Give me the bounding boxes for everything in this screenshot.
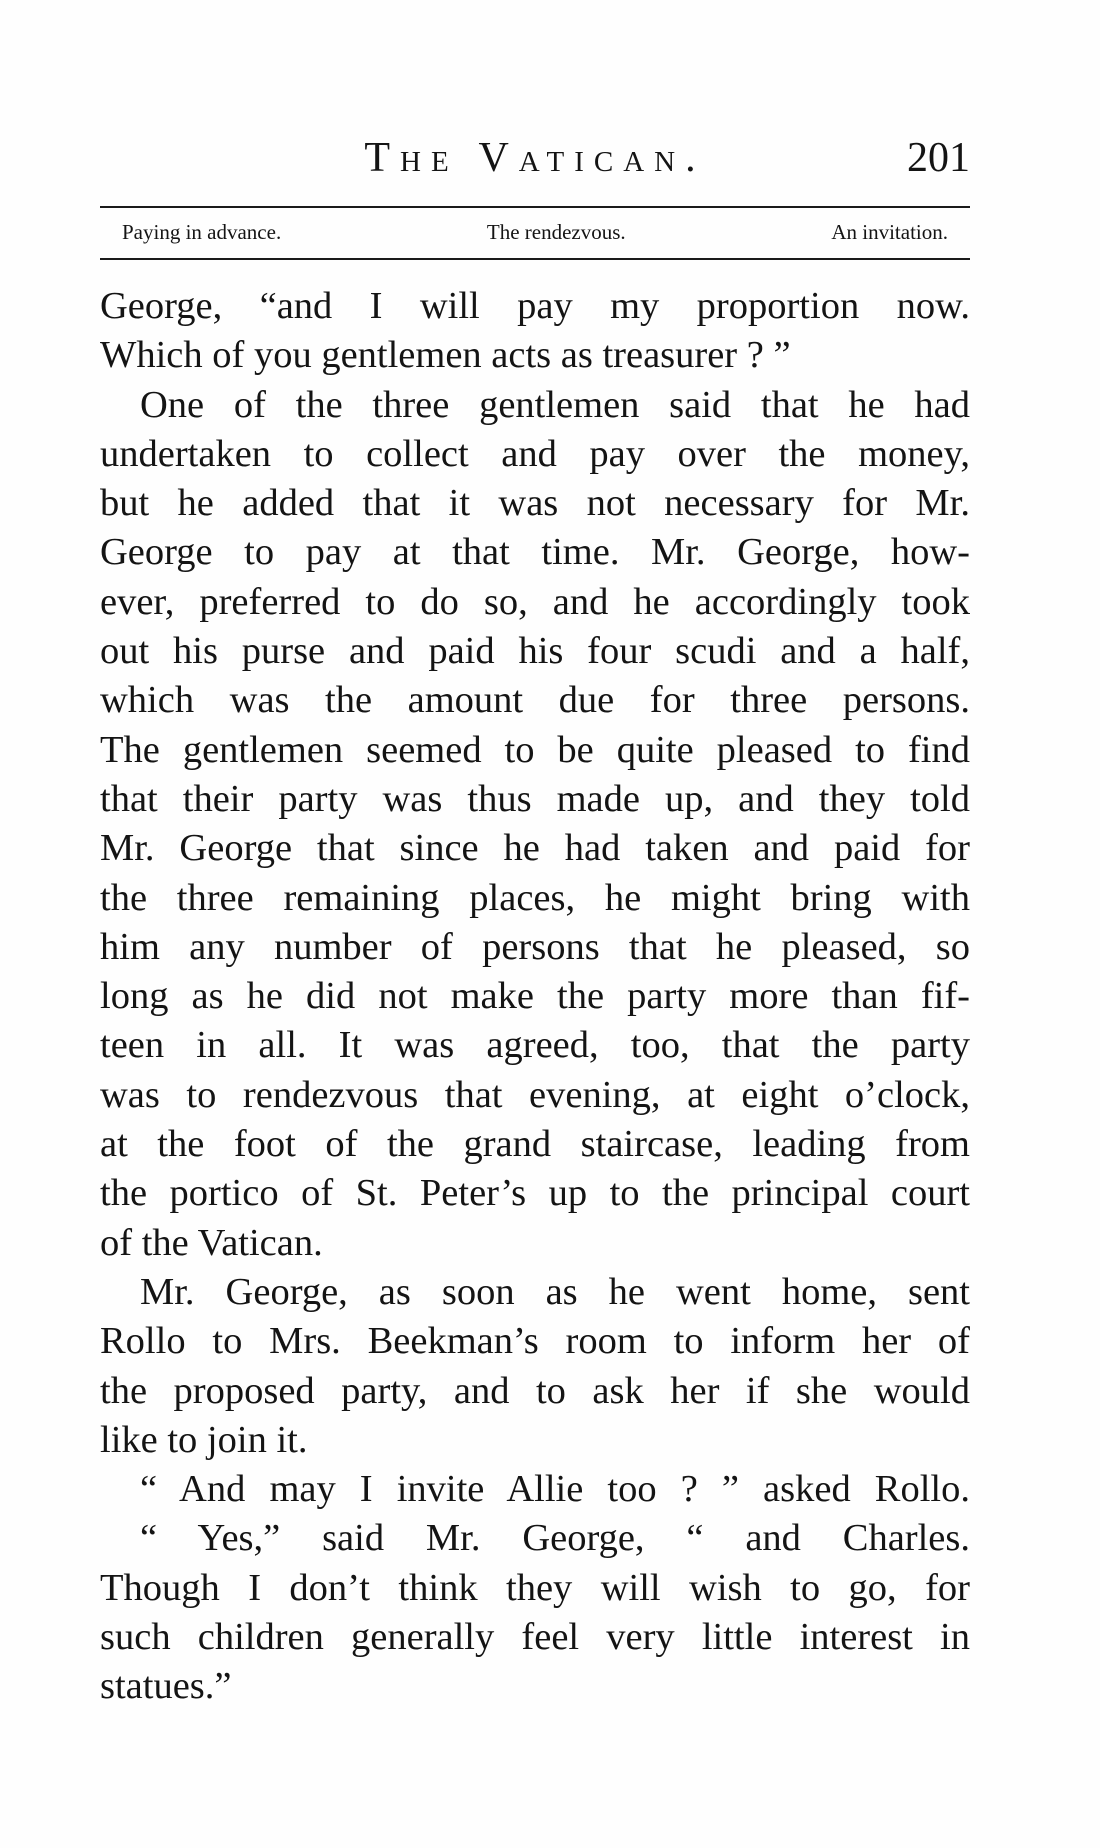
text-line: Rollo to Mrs. Beekman’s room to inform her of: [100, 1320, 970, 1363]
body-text: [100, 282, 970, 1712]
running-head: [100, 130, 970, 186]
text-line: ever, preferred to do so, and he accordingly took: [100, 580, 970, 623]
page-number: 201: [907, 135, 970, 181]
text-line: George to pay at that time. Mr. George, how-: [100, 531, 970, 574]
text-line: statues.”: [100, 1665, 232, 1708]
text-line: out his purse and paid his four scudi and a half,: [100, 630, 970, 673]
header-rule-top: [100, 206, 970, 208]
text-line: such children generally feel very little interest in: [100, 1616, 970, 1659]
text-line: George, “and I will pay my proportion now.: [100, 285, 970, 327]
topic-heading: Paying in advance.: [122, 219, 282, 244]
text-line: long as he did not make the party more than fif-: [100, 975, 970, 1018]
text-line: Mr. George that since he had taken and paid for: [100, 827, 970, 870]
text-line: The gentlemen seemed to be quite pleased to find: [100, 728, 970, 771]
text-line: “ Yes,” said Mr. George, “ and Charles.: [140, 1517, 970, 1560]
text-line: at the foot of the grand staircase, leading from: [100, 1123, 970, 1166]
text-line: Mr. George, as soon as he went home, sent: [140, 1270, 970, 1313]
header-rule-bottom: [100, 258, 970, 260]
text-line: of the Vatican.: [100, 1221, 323, 1264]
text-line: the proposed party, and to ask her if she would: [100, 1369, 970, 1412]
text-line: but he added that it was not necessary for Mr.: [100, 482, 970, 525]
topic-heading: An invitation.: [831, 219, 948, 244]
text-line: the three remaining places, he might bring with: [100, 876, 970, 919]
text-line: Though I don’t think they will wish to go, for: [100, 1566, 970, 1609]
topic-headings: [100, 214, 970, 250]
text-line: like to join it.: [100, 1418, 308, 1461]
text-line: that their party was thus made up, and they told: [100, 777, 970, 820]
text-line: teen in all. It was agreed, too, that the party: [100, 1024, 970, 1067]
text-line: which was the amount due for three persons.: [100, 679, 970, 722]
text-line: “ And may I invite Allie too ? ” asked Rollo.: [140, 1468, 970, 1511]
text-line: undertaken to collect and pay over the money,: [100, 432, 970, 475]
text-line: was to rendezvous that evening, at eight o’clock,: [100, 1073, 970, 1116]
running-title: The Vatican.: [364, 135, 706, 181]
topic-heading: The rendezvous.: [486, 219, 626, 244]
text-line: him any number of persons that he pleased, so: [100, 925, 970, 968]
text-line: Which of you gentlemen acts as treasurer ? ”: [100, 334, 791, 377]
text-line: the portico of St. Peter’s up to the principal court: [100, 1172, 970, 1215]
text-line: One of the three gentlemen said that he had: [140, 383, 970, 426]
